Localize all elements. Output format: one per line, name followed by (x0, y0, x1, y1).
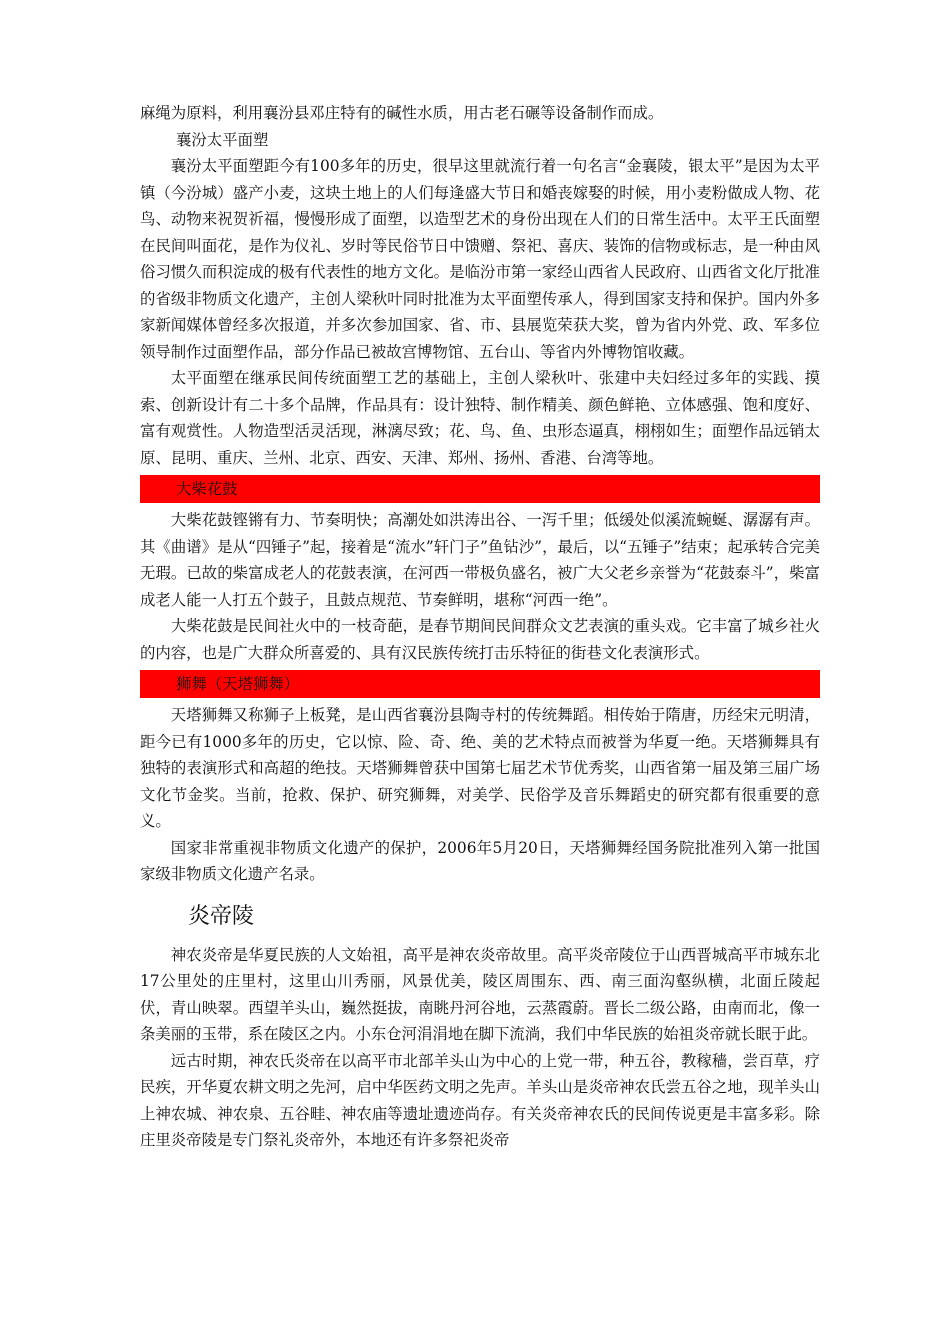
highlighted-heading-dachai-huagu: 大柴花鼓 (140, 475, 820, 503)
section-title-yandi-ling: 炎帝陵 (188, 903, 255, 929)
paragraph-huagu-rhythm: 大柴花鼓铿锵有力、节奏明快；高潮处如洪涛出谷、一泻千里；低缓处似溪流蜿蜒、潺潺有声。其《曲谱》是从“四锤子”起，接着是“流水”轩门子”鱼钻沙”，最后，以“五锤子”结束；起承转合完美无瑕。已故的柴富成老人的花鼓表演，在河西一带极负盛名，被广大父老乡亲誉为“花鼓泰斗”，柴富成老人能一人打五个鼓子，且鼓点规范、节奏鲜明，堪称“河西一绝”。 (140, 511, 820, 609)
paragraph-lion-dance-heritage: 国家非常重视非物质文化遗产的保护，2006年5月20日，天塔狮舞经国务院批准列入第一批国家级非物质文化遗产名录。 (140, 838, 820, 883)
paragraph-intro: 麻绳为原料，利用襄汾县邓庄特有的碱性水质，用古老石碾等设备制作而成。 (140, 104, 664, 122)
paragraph-lion-dance: 天塔狮舞又称狮子上板凳，是山西省襄汾县陶寺村的传统舞蹈。相传始于隋唐，历经宋元明清，距今已有1000多年的历史，它以惊、险、奇、绝、美的艺术特点而被誉为华夏一绝。天塔狮舞具有独特的表演形式和高超的绝技。天塔狮舞曾获中国第七届艺术节优秀奖，山西省第一届及第三届广场文化节金奖。当前，抢救、保护、研究狮舞，对美学、民俗学及音乐舞蹈史的研究都有很重要的意义。 (140, 706, 820, 830)
paragraph-yandi-ling-location: 神农炎帝是华夏民族的人文始祖，高平是神农炎帝故里。高平炎帝陵位于山西晋城高平市城东北17公里处的庄里村，这里山川秀丽，风景优美，陵区周围东、西、南三面沟壑纵横，北面丘陵起伏，青山映翠。西望羊头山，巍然挺拔，南眺丹河谷地，云蒸霞蔚。晋长二级公路，由南而北，像一条美丽的玉带，系在陵区之内。小东仓河涓涓地在脚下流淌，我们中华民族的始祖炎帝就长眠于此。 (140, 945, 820, 1043)
paragraph-mian-su-craft: 太平面塑在继承民间传统面塑工艺的基础上，主创人梁秋叶、张建中夫妇经过多年的实践、摸索、创新设计有二十多个品牌，作品具有：设计独特、制作精美、颜色鲜艳、立体感强、饱和度好、富有观赏性。人物造型活灵活现，淋漓尽致；花、鸟、鱼、虫形态逼真，栩栩如生；面塑作品远销太原、昆明、重庆、兰州、北京、西安、天津、郑州、扬州、香港、台湾等地。 (140, 369, 820, 467)
paragraph-huagu-folk: 大柴花鼓是民间社火中的一枝奇葩，是春节期间民间群众文艺表演的重头戏。它丰富了城乡社火的内容，也是广大群众所喜爱的、具有汉民族传统打击乐特征的街巷文化表演形式。 (140, 617, 820, 662)
paragraph-mian-su-history: 襄汾太平面塑距今有100多年的历史，很早这里就流行着一句名言“金襄陵，银太平”是因为太平镇（今汾城）盛产小麦，这块土地上的人们每逢盛大节日和婚丧嫁娶的时候，用小麦粉做成人物、花鸟、动物来祝贺祈福，慢慢形成了面塑，以造型艺术的身份出现在人们的日常生活中。太平王氏面塑在民间叫面花，是作为仪礼、岁时等民俗节日中馈赠、祭祀、喜庆、装饰的信物或标志，是一种由风俗习惯久而积淀成的极有代表性的地方文化。是临汾市第一家经山西省人民政府、山西省文化厅批准的省级非物质文化遗产，主创人梁秋叶同时批准为太平面塑传承人，得到国家支持和保护。国内外多家新闻媒体曾经多次报道，并多次参加国家、省、市、县展览荣获大奖，曾为省内外党、政、军多位领导制作过面塑作品，部分作品已被故宫博物馆、五台山、等省内外博物馆收藏。 (140, 157, 820, 361)
section-heading-xiangfen-mian-su: 襄汾太平面塑 (176, 130, 269, 149)
highlighted-heading-lion-dance: 狮舞（天塔狮舞） (140, 670, 820, 698)
paragraph-yandi-ancient: 远古时期，神农氏炎帝在以高平市北部羊头山为中心的上党一带，种五谷，教稼穑，尝百草，疗民疾，开华夏农耕文明之先河，启中华医药文明之先声。羊头山是炎帝神农氏尝五谷之地，现羊头山上神农城、神农泉、五谷畦、神农庙等遗址遗迹尚存。有关炎帝神农氏的民间传说更是丰富多彩。除庄里炎帝陵是专门祭礼炎帝外，本地还有许多祭祀炎帝 (140, 1051, 820, 1149)
document-page (140, 100, 820, 1154)
